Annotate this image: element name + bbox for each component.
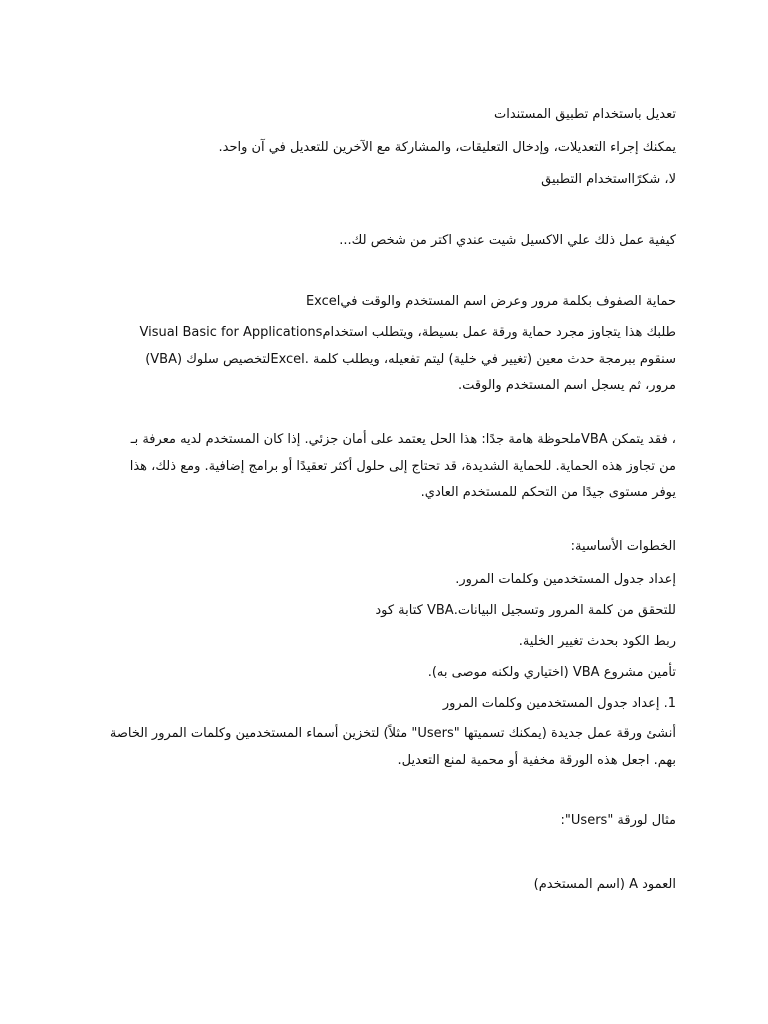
- column-a-label: العمود A (اسم المستخدم): [533, 877, 676, 892]
- paragraph-line: يوفر مستوى جيدًا من التحكم للمستخدم العادي.: [420, 485, 676, 500]
- step-item: ربط الكود بحدث تغيير الخلية.: [518, 634, 676, 649]
- paragraph-line: مرور، ثم يسجل اسم المستخدم والوقت.: [458, 378, 676, 393]
- step-item: إعداد جدول المستخدمين وكلمات المرور.: [455, 572, 676, 587]
- paragraph-line: Visual Basic for Applicationsطلبك هذا يتجاوز مجرد حماية ورقة عمل بسيطة، ويتطلب استخدام: [139, 325, 676, 340]
- title-line: تعديل باستخدام تطبيق المستندات: [493, 107, 676, 122]
- paragraph-line: بهم. اجعل هذه الورقة مخفية أو محمية لمنع التعديل.: [397, 752, 676, 768]
- text-line: يمكنك إجراء التعديلات، وإدخال التعليقات، والمشاركة مع الآخرين للتعديل في آن واحد.: [218, 140, 676, 155]
- text-line: لا، شكرًااستخدام التطبيق: [541, 172, 676, 187]
- paragraph-line: ، فقد يتمكن VBAملحوظة هامة جدًا: هذا الحل يعتمد على أمان جزئي. إذا كان المستخدم لديه معرفة بـ: [130, 432, 676, 447]
- paragraph-line: سنقوم ببرمجة حدث معين (تغيير في خلية) ليتم تفعيله، ويطلب كلمة .Excelلتخصيص سلوك (VBA): [145, 351, 676, 367]
- paragraph-vba-intro: [90, 320, 676, 400]
- step-item: تأمين مشروع VBA (اختياري ولكنه موصى به).: [427, 665, 676, 680]
- steps-heading: الخطوات الأساسية:: [570, 539, 676, 554]
- paragraph-important-note: [90, 427, 676, 507]
- paragraph-line: أنشئ ورقة عمل جديدة (يمكنك تسميتها "Users" مثلاً) لتخزين أسماء المستخدمين وكلمات المرور الخاصة: [109, 726, 676, 741]
- paragraph-users-sheet: [90, 721, 676, 774]
- example-title: مثال لورقة "Users":: [560, 813, 676, 828]
- section-title: 1. إعداد جدول المستخدمين وكلمات المرور: [442, 696, 676, 711]
- text-line: كيفية عمل ذلك علي الاكسيل شيت عندي اكتر من شخص لك...: [339, 233, 676, 248]
- step-item: للتحقق من كلمة المرور وتسجيل البيانات.VBA كتابة كود: [375, 603, 676, 618]
- heading-line: Excelحماية الصفوف بكلمة مرور وعرض اسم المستخدم والوقت في: [305, 294, 676, 309]
- paragraph-line: من تجاوز هذه الحماية. للحماية الشديدة، قد تحتاج إلى حلول أكثر تعقيدًا أو برامج إضافية. ومع ذلك، هذا: [129, 458, 676, 474]
